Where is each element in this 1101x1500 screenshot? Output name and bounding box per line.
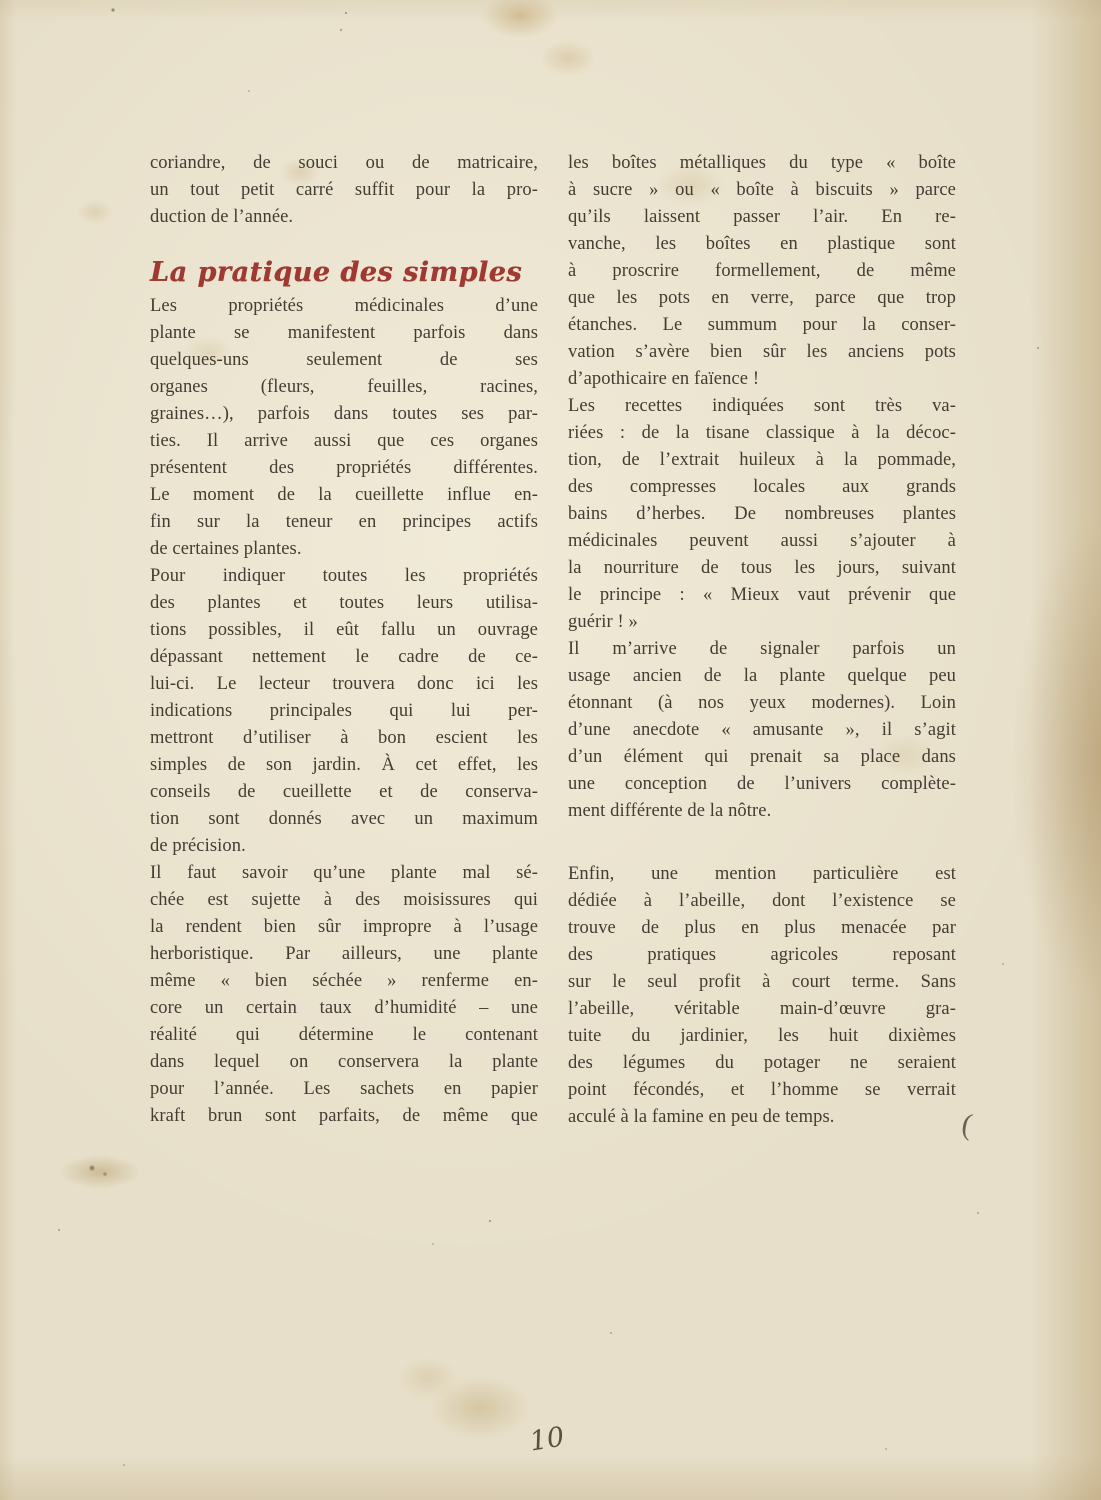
paragraph — [568, 636, 956, 825]
text-line: Pour indiquer toutes les propriétés — [150, 566, 538, 586]
text-line: d’une anecdote « amusante », il s’agit — [568, 720, 956, 740]
text-line: usage ancien de la plante quelque peu — [568, 666, 956, 686]
text-line: d’un élément qui prenait sa place dans — [568, 747, 956, 767]
text-line: point fécondés, et l’homme se verrait — [568, 1080, 956, 1100]
text-line: simples de son jardin. À cet effet, les — [150, 755, 538, 775]
text-column-right — [568, 150, 956, 1131]
text-line: Il faut savoir qu’une plante mal sé- — [150, 863, 538, 883]
text-line: kraft brun sont parfaits, de même que — [150, 1106, 538, 1126]
text-line: les boîtes métalliques du type « boîte — [568, 153, 956, 173]
text-line: vation s’avère bien sûr les anciens pots — [568, 342, 956, 362]
paper-specks — [0, 0, 2, 2]
text-line: coriandre, de souci ou de matricaire, — [150, 153, 538, 173]
text-line: des pratiques agricoles reposant — [568, 945, 956, 965]
page-number: 10 — [527, 1421, 567, 1458]
text-line: la nourriture de tous les jours, suivant — [568, 558, 956, 578]
text-line: à proscrire formellement, de même — [568, 261, 956, 281]
text-line: dépassant nettement le cadre de ce- — [150, 647, 538, 667]
handwritten-paren-mark: ( — [959, 1107, 975, 1142]
text-line: qu’ils laissent passer l’air. En re- — [568, 207, 956, 227]
text-line: core un certain taux d’humidité – une — [150, 998, 538, 1018]
text-line: le principe : « Mieux vaut prévenir que — [568, 585, 956, 605]
text-line: d’apothicaire en faïence ! — [568, 369, 760, 389]
text-line: présentent des propriétés différentes. — [150, 458, 538, 478]
paragraph — [568, 150, 956, 393]
text-line: pour l’année. Les sachets en papier — [150, 1079, 538, 1099]
text-line: un tout petit carré suffit pour la pro- — [150, 180, 538, 200]
text-line: chée est sujette à des moisissures qui — [150, 890, 538, 910]
text-line: riées : de la tisane classique à la décoc- — [568, 423, 956, 443]
text-line: ment différente de la nôtre. — [568, 801, 772, 821]
text-line: étanches. Le summum pour la conser- — [568, 315, 956, 335]
text-line: Le moment de la cueillette influe en- — [150, 485, 538, 505]
text-line: que les pots en verre, parce que trop — [568, 288, 956, 308]
text-line: l’abeille, véritable main-d’œuvre gra- — [568, 999, 956, 1019]
text-line: conseils de cueillette et de conserva- — [150, 782, 538, 802]
paragraph — [150, 150, 538, 231]
text-line: plante se manifestent parfois dans — [150, 323, 538, 343]
text-column-left — [150, 150, 538, 1130]
text-line: tions possibles, il eût fallu un ouvrage — [150, 620, 538, 640]
text-line: la rendent bien sûr impropre à l’usage — [150, 917, 538, 937]
paragraph — [568, 861, 956, 1131]
text-line: tuite du jardinier, les huit dixièmes — [568, 1026, 956, 1046]
text-line: vanche, les boîtes en plastique sont — [568, 234, 956, 254]
text-line: des plantes et toutes leurs utilisa- — [150, 593, 538, 613]
text-line: graines…), parfois dans toutes ses par- — [150, 404, 538, 424]
text-line: Enfin, une mention particulière est — [568, 864, 956, 884]
text-line: Les propriétés médicinales d’une — [150, 296, 538, 316]
section-heading: La pratique des simples — [150, 257, 522, 288]
text-line: sur le seul profit à court terme. Sans — [568, 972, 956, 992]
text-line: médicinales peuvent aussi s’ajouter à — [568, 531, 956, 551]
text-line: de certaines plantes. — [150, 539, 302, 559]
text-line: tion, de l’extrait huileux à la pommade, — [568, 450, 956, 470]
text-line: à sucre » ou « boîte à biscuits » parce — [568, 180, 956, 200]
text-line: indications principales qui lui per- — [150, 701, 538, 721]
text-line: ties. Il arrive aussi que ces organes — [150, 431, 538, 451]
text-line: herboristique. Par ailleurs, une plante — [150, 944, 538, 964]
text-line: mettront d’utiliser à bon escient les — [150, 728, 538, 748]
text-line: quelques-uns seulement de ses — [150, 350, 538, 370]
text-line: trouve de plus en plus menacée par — [568, 918, 956, 938]
text-line: dans lequel on conservera la plante — [150, 1052, 538, 1072]
text-line: réalité qui détermine le contenant — [150, 1025, 538, 1045]
paragraph — [150, 860, 538, 1130]
paragraph — [150, 563, 538, 860]
paragraph — [150, 293, 538, 563]
text-line: duction de l’année. — [150, 207, 294, 227]
text-line: Les recettes indiquées sont très va- — [568, 396, 956, 416]
text-line: organes (fleurs, feuilles, racines, — [150, 377, 538, 397]
text-line: des légumes du potager ne seraient — [568, 1053, 956, 1073]
text-line: lui-ci. Le lecteur trouvera donc ici les — [150, 674, 538, 694]
text-line: de précision. — [150, 836, 246, 856]
text-line: étonnant (à nos yeux modernes). Loin — [568, 693, 956, 713]
text-line: acculé à la famine en peu de temps. — [568, 1107, 835, 1127]
text-line: Il m’arrive de signaler parfois un — [568, 639, 956, 659]
text-line: même « bien séchée » renferme en- — [150, 971, 538, 991]
text-line: fin sur la teneur en principes actifs — [150, 512, 538, 532]
text-line: bains d’herbes. De nombreuses plantes — [568, 504, 956, 524]
text-line: une conception de l’univers complète- — [568, 774, 956, 794]
paragraph — [568, 393, 956, 636]
text-line: guérir ! » — [568, 612, 638, 632]
text-line: dédiée à l’abeille, dont l’existence se — [568, 891, 956, 911]
text-line: tion sont donnés avec un maximum — [150, 809, 538, 829]
text-line: des compresses locales aux grands — [568, 477, 956, 497]
